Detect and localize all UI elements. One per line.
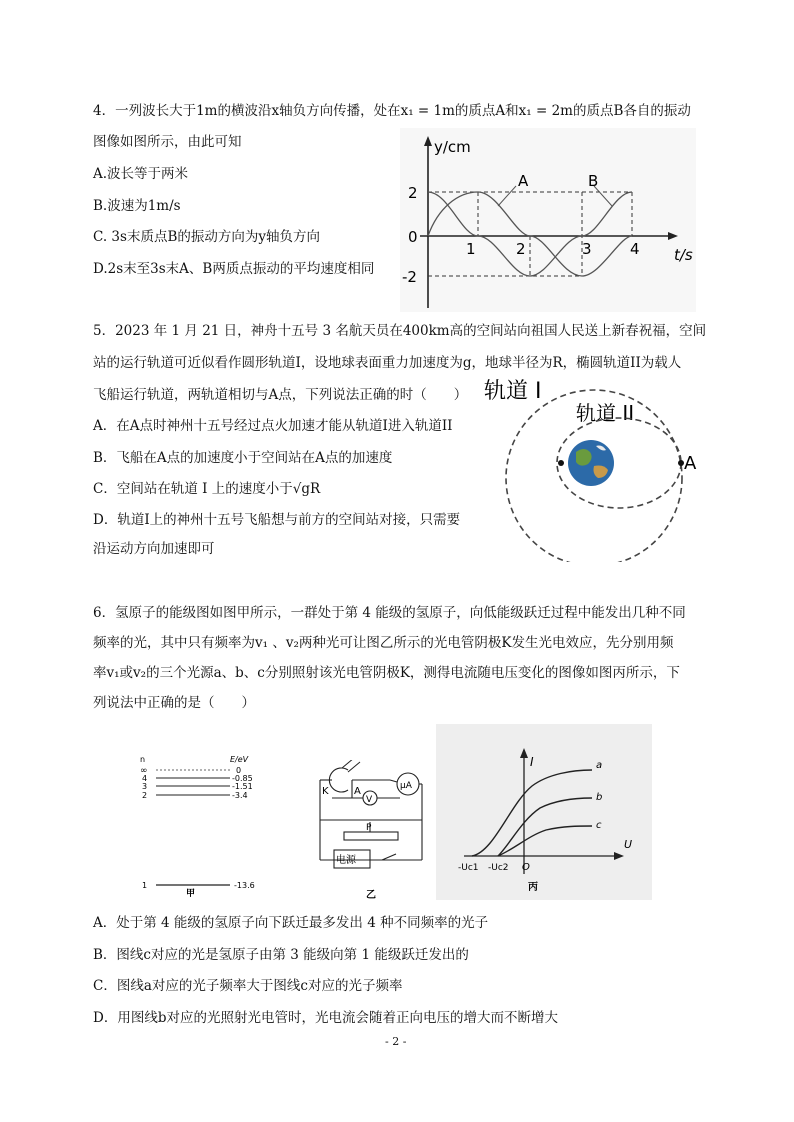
jia-level-2-e: -3.4 <box>232 791 248 800</box>
jia-level-3-n: 3 <box>142 782 148 791</box>
page-number: - 2 - <box>385 1035 407 1048</box>
bing-curve-c-label: c <box>596 820 602 831</box>
jia-n-header: n <box>140 755 146 764</box>
bing-uc1-label: -Uc1 <box>458 863 479 873</box>
q4-option-b: B.波速为1m/s <box>93 198 181 214</box>
jia-level-inf-n: ∞ <box>140 766 148 776</box>
q5-stem-line1: 5．2023 年 1 月 21 日，神舟十五号 3 名航天员在400km高的空间站向祖国人民送上新春祝福，空间 <box>93 323 707 339</box>
bing-uc2-label: -Uc2 <box>488 863 509 873</box>
jia-level-4-e: -0.85 <box>232 774 253 783</box>
jia-caption: 甲 <box>186 889 196 898</box>
q4-curve-label-a: A <box>518 172 529 190</box>
jia-level-2-n: 2 <box>142 791 148 800</box>
yi-voltmeter-label: V <box>366 795 373 805</box>
q6-iu-curve-graph <box>436 724 652 900</box>
q6-option-c: C．图线a对应的光子频率大于图线c对应的光子频率 <box>93 978 403 994</box>
bing-u-label: U <box>624 838 633 851</box>
q5-option-d-line2: 沿运动方向加速即可 <box>93 541 215 557</box>
q5-orbit1-label: 轨道 I <box>484 379 542 404</box>
jia-level-4-n: 4 <box>142 774 148 783</box>
bing-caption: 丙 <box>528 882 538 893</box>
q4-y-axis-label: y/cm <box>434 138 471 156</box>
q5-point-a-label: A <box>684 453 697 474</box>
q4-option-c: C. 3s末质点B的振动方向为y轴负方向 <box>93 229 320 245</box>
q4-y-tick-0: 0 <box>408 228 418 246</box>
q6-stem-line2: 频率的光，其中只有频率为v₁ 、v₂两种光可让图乙所示的光电管阴极K发生光电效应，先分别用频 <box>93 635 674 651</box>
q6-option-b: B．图线c对应的光是氢原子由第 3 能级向第 1 能级跃迁发出的 <box>93 947 469 963</box>
bing-curve-b-label: b <box>596 792 603 803</box>
jia-level-3-e: -1.51 <box>232 782 253 791</box>
bing-i-label: I <box>530 755 534 769</box>
q4-x-tick-2: 2 <box>516 240 526 258</box>
q4-y-tick-2: 2 <box>408 184 418 202</box>
jia-level-1-n: 1 <box>142 881 148 890</box>
q6-option-d: D．用图线b对应的光照射光电管时，光电流会随着正向电压的增大而不断增大 <box>93 1010 558 1026</box>
earth-icon <box>568 440 614 486</box>
yi-k-label: K <box>322 786 329 797</box>
q6-option-a: A．处于第 4 能级的氢原子向下跃迁最多发出 4 种不同频率的光子 <box>93 915 489 931</box>
q4-x-tick-3: 3 <box>582 240 592 258</box>
q5-option-b: B．飞船在A点的加速度小于空间站在A点的加速度 <box>93 450 393 466</box>
q4-vibration-graph <box>400 128 696 312</box>
q4-x-tick-4: 4 <box>630 240 640 258</box>
q5-option-a: A．在A点时神州十五号经过点火加速才能从轨道I进入轨道II <box>93 418 453 434</box>
q4-option-a: A.波长等于两米 <box>93 166 189 182</box>
q4-x-tick-1: 1 <box>466 240 476 258</box>
q5-option-c: C．空间站在轨道 I 上的速度小于√gR <box>93 481 321 497</box>
q4-y-tick-neg2: -2 <box>402 268 417 286</box>
q6-stem-line3: 率v₁或v₂的三个光源a、b、c分别照射该光电管阴极K，测得电流随电压变化的图像如图丙所示，下 <box>93 665 680 681</box>
q5-option-d-line1: D．轨道I上的神州十五号飞船想与前方的空间站对接，只需要 <box>93 512 461 528</box>
q5-stem-line2: 站的运行轨道可近似看作圆形轨道I，设地球表面重力加速度为g，地球半径为R，椭圆轨道II为载人 <box>93 355 682 371</box>
q6-phototube-circuit <box>312 760 430 904</box>
q6-stem-line1: 6．氢原子的能级图如图甲所示，一群处于第 4 能级的氢原子，向低能级跃迁过程中能发出几种不同 <box>93 605 686 621</box>
jia-level-1-e: -13.6 <box>234 881 255 890</box>
q5-orbit-figure <box>478 370 710 562</box>
q5-orbit2-label: 轨道 II <box>576 401 635 425</box>
yi-caption: 乙 <box>366 890 376 901</box>
bing-origin-label: O <box>522 862 530 873</box>
q4-stem-line1: 4．一列波长大于1m的横波沿x轴负方向传播，处在x₁ = 1m的质点A和x₁ = 2m的质点B各自的振动 <box>93 103 691 119</box>
q6-stem-line4: 列说法中正确的是（ ） <box>93 695 255 711</box>
yi-power-label: 电源 <box>336 855 356 866</box>
bing-curve-a-label: a <box>596 760 603 771</box>
q4-stem-line2: 图像如图所示，由此可知 <box>93 134 242 150</box>
yi-ammeter-label: μA <box>400 781 412 791</box>
q4-x-axis-label: t/s <box>674 246 693 264</box>
yi-p-label: P <box>366 823 372 833</box>
q4-curve-label-b: B <box>588 172 599 190</box>
q6-energy-level-diagram <box>136 752 272 898</box>
q4-option-d: D.2s末至3s末A、B两质点振动的平均速度相同 <box>93 261 375 277</box>
jia-e-header: E/eV <box>230 755 249 764</box>
yi-a-label: A <box>354 786 361 797</box>
jia-level-inf-e: 0 <box>236 766 242 775</box>
q5-stem-line3: 飞船运行轨道，两轨道相切与A点，下列说法正确的时（ ） <box>93 387 468 403</box>
